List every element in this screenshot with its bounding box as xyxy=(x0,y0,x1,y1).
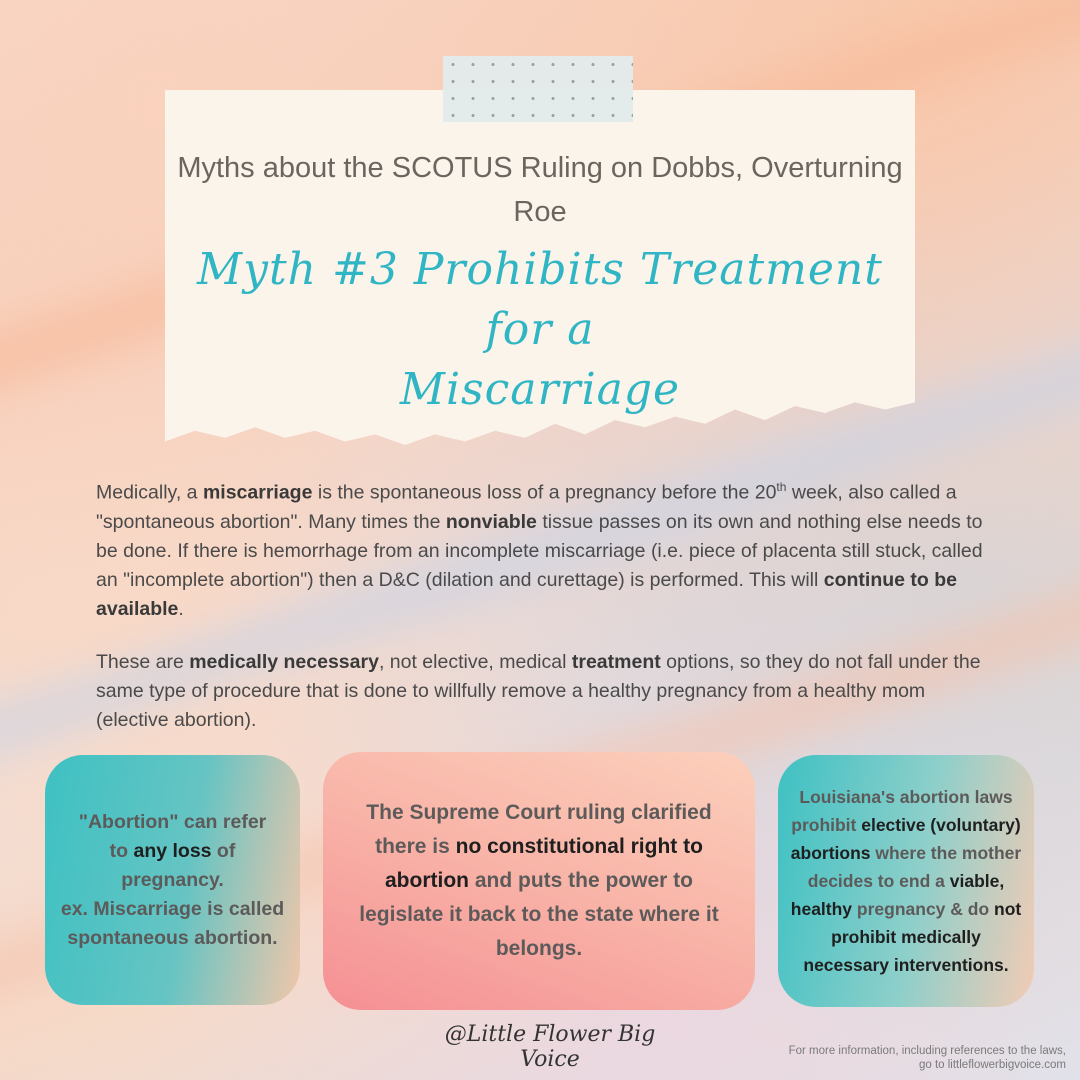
info-box-louisiana-laws: Louisiana's abortion laws prohibit elective (voluntary) abortions where the mother decides to end a viable, healthy pregnancy & do not prohibit medically necessary interventions. xyxy=(778,755,1034,1007)
myth-heading xyxy=(165,240,915,420)
paragraph-miscarriage: Medically, a miscarriage is the spontaneous loss of a pregnancy before the 20th week, also called a "spontaneous abortion". Many times the nonviable tissue passes on its own and nothing else needs to be done. If there is hemorrhage from an incomplete miscarriage (i.e. piece of placenta still stuck, called an "incomplete abortion") then a D&C (dilation and curettage) is performed. This will continue to be available. xyxy=(96,480,983,620)
myth-line2: Miscarriage xyxy=(399,364,681,415)
info-box-supreme-court: The Supreme Court ruling clarified there is no constitutional right to abortion and puts the power to legislate it back to the state where it belongs. xyxy=(323,752,755,1010)
washi-tape xyxy=(443,56,633,122)
footer-note: For more information, including references to the laws, go to littleflowerbigvoice.com xyxy=(788,1045,1066,1071)
myth-line1: Myth #3 Prohibits Treatment for a xyxy=(197,244,883,355)
signature-logo: @Little Flower Big Voice xyxy=(444,1022,656,1072)
info-box-abortion-definition: "Abortion" can refer to any loss of pregnancy. ex. Miscarriage is called spontaneous abortion. xyxy=(45,755,300,1005)
paragraph-treatment: These are medically necessary, not elective, medical treatment options, so they do not fall under the same type of procedure that is done to willfully remove a healthy pregnancy from a healthy mom (elective abortion). xyxy=(96,651,981,731)
page-title: Myths about the SCOTUS Ruling on Dobbs, Overturning Roe xyxy=(177,152,903,228)
